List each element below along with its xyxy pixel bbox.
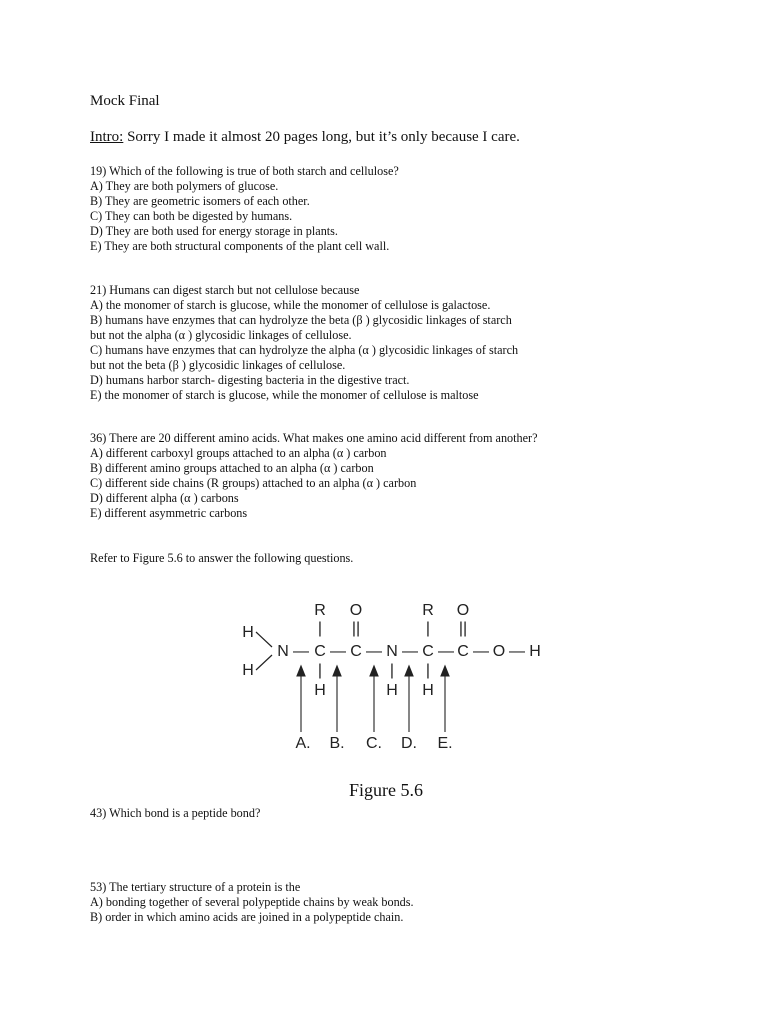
question-19 [90, 164, 399, 254]
atom-h-alpha-1: H [314, 682, 326, 699]
bond-o-h: — [509, 643, 525, 660]
dipeptide-structure-figure [226, 592, 556, 757]
atom-h-amine-top: H [242, 624, 254, 641]
atom-h-amine-bottom: H [242, 662, 254, 679]
question-21-option-c-cont: but not the beta (β ) glycosidic linkages of cellulose. [90, 358, 346, 372]
question-36 [90, 431, 538, 521]
atom-n-1: N [277, 643, 289, 660]
question-36-option-c: C) different side chains (R groups) attached to an alpha (α ) carbon [90, 476, 417, 490]
bond-double-o1: || [351, 620, 361, 637]
figure-caption: Figure 5.6 [349, 780, 423, 800]
question-36-option-b: B) different amino groups attached to an alpha (α ) carbon [90, 461, 374, 475]
question-53-stem: 53) The tertiary structure of a protein is the [90, 880, 301, 894]
question-36-stem: 36) There are 20 different amino acids. What makes one amino acid different from another? [90, 431, 538, 445]
arrow-d-head [405, 666, 413, 676]
bond-c2-n2: — [366, 643, 382, 660]
bond-double-o2: || [458, 620, 468, 637]
question-19-option-a: A) They are both polymers of glucose. [90, 179, 279, 193]
question-53-option-a: A) bonding together of several polypeptide chains by weak bonds. [90, 895, 414, 909]
question-19-option-c: C) They can both be digested by humans. [90, 209, 293, 223]
bond-h-n-bottom [256, 655, 272, 670]
arrow-a-head [297, 666, 305, 676]
bond-c3-c4: — [438, 643, 454, 660]
question-19-option-d: D) They are both used for energy storage in plants. [90, 224, 338, 238]
question-19-stem: 19) Which of the following is true of both starch and cellulose? [90, 164, 399, 178]
question-21-option-a: A) the monomer of starch is glucose, while the monomer of cellulose is galactose. [90, 298, 491, 312]
atom-o-1: O [349, 602, 363, 619]
bond-single-h1: | [317, 662, 323, 679]
question-19-option-e: E) They are both structural components of the plant cell wall. [90, 239, 390, 253]
bond-n2-c3: — [402, 643, 418, 660]
bond-n1-c1: — [293, 643, 309, 660]
question-21-stem: 21) Humans can digest starch but not cellulose because [90, 283, 360, 297]
atom-h-alpha-2: H [422, 682, 434, 699]
question-21-option-b: B) humans have enzymes that can hydrolyze the beta (β ) glycosidic linkages of starch [90, 313, 512, 327]
atom-n-2: N [386, 643, 398, 660]
atom-o-hydroxyl: O [492, 643, 506, 660]
bond-label-d: D. [401, 735, 417, 752]
question-19-option-b: B) They are geometric isomers of each other. [90, 194, 310, 208]
intro-paragraph [90, 129, 520, 146]
atom-o-2: O [456, 602, 470, 619]
question-36-option-d: D) different alpha (α ) carbons [90, 491, 239, 505]
atom-c-alpha-1: C [314, 643, 326, 660]
arrow-e-head [441, 666, 449, 676]
atom-c-carbonyl-1: C [350, 643, 362, 660]
bond-single-r2: | [425, 620, 431, 637]
atom-h-amide: H [386, 682, 398, 699]
arrow-c-head [370, 666, 378, 676]
atom-r-1: R [314, 602, 326, 619]
atom-h-hydroxyl: H [529, 643, 541, 660]
atom-r-2: R [422, 602, 434, 619]
intro-text: Sorry I made it almost 20 pages long, but it’s only because I care. [123, 129, 520, 145]
question-36-option-e: E) different asymmetric carbons [90, 506, 248, 520]
question-43: 43) Which bond is a peptide bond? [90, 806, 261, 820]
intro-label: Intro: [90, 129, 124, 145]
question-53-option-b: B) order in which amino acids are joined in a polypeptide chain. [90, 910, 404, 924]
bond-label-b: B. [329, 735, 345, 752]
bond-single-h2: | [425, 662, 431, 679]
question-21-option-d: D) humans harbor starch- digesting bacteria in the digestive tract. [90, 373, 410, 387]
question-21-option-b-cont: but not the alpha (α ) glycosidic linkages of cellulose. [90, 328, 352, 342]
arrow-b-head [333, 666, 341, 676]
bond-c4-o: — [473, 643, 489, 660]
question-21-option-c: C) humans have enzymes that can hydrolyze the alpha (α ) glycosidic linkages of starch [90, 343, 519, 357]
bond-c1-c2: — [330, 643, 346, 660]
question-53 [90, 880, 414, 925]
question-21 [90, 283, 518, 403]
bond-label-a: A. [295, 735, 311, 752]
bond-label-c: C. [366, 735, 382, 752]
bond-label-e: E. [437, 735, 453, 752]
figure-reference-text: Refer to Figure 5.6 to answer the following questions. [90, 551, 354, 565]
question-21-option-e: E) the monomer of starch is glucose, while the monomer of cellulose is maltose [90, 388, 479, 402]
document-title: Mock Final [90, 93, 160, 109]
atom-c-carbonyl-2: C [457, 643, 469, 660]
bond-single-hn: | [389, 662, 395, 679]
question-36-option-a: A) different carboxyl groups attached to an alpha (α ) carbon [90, 446, 387, 460]
bond-single-r1: | [317, 620, 323, 637]
bond-h-n-top [256, 632, 272, 647]
atom-c-alpha-2: C [422, 643, 434, 660]
